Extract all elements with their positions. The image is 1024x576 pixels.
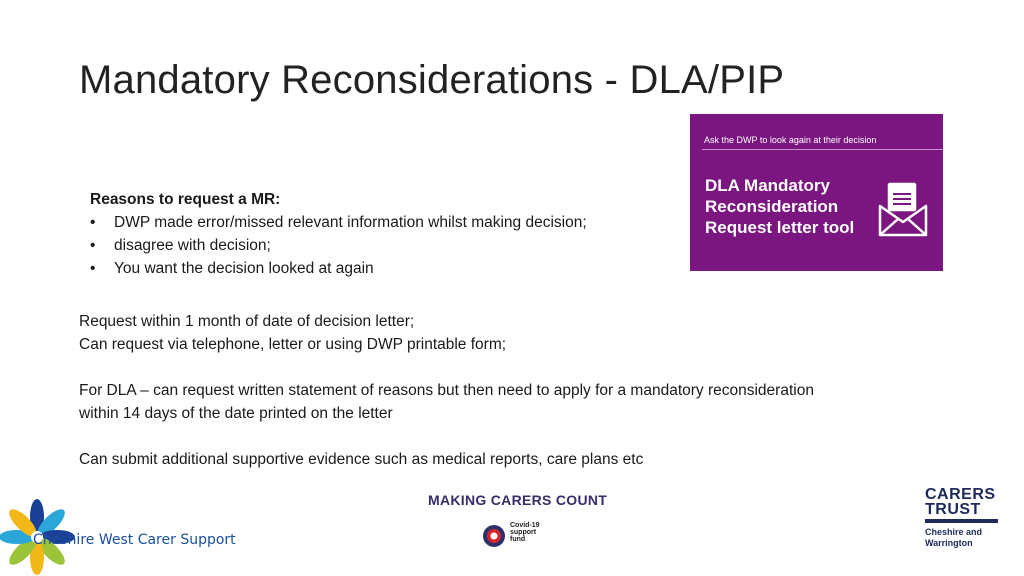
making-carers-count-logo: MAKING CARERS COUNT — [428, 492, 608, 508]
body-text — [79, 310, 959, 471]
ct-line: TRUST — [925, 501, 981, 518]
covid-support-fund-logo — [482, 522, 542, 556]
body-line: Request within 1 month of date of decision letter; — [79, 313, 415, 330]
cwcs-name: Cheshire West Carer Support — [33, 532, 236, 548]
bullet: • — [90, 214, 96, 231]
promo-headline — [705, 175, 875, 238]
list-item — [90, 234, 587, 257]
reason-text: disagree with decision; — [114, 237, 271, 254]
body-line: For DLA – can request written statement of reasons but then need to apply for a mandatory reconsideration — [79, 382, 814, 399]
cheshire-west-carer-support-logo — [0, 496, 260, 576]
promo-headline-line: Request letter tool — [705, 218, 855, 237]
bullet: • — [90, 260, 96, 277]
slide-title: Mandatory Reconsiderations - DLA/PIP — [79, 58, 785, 102]
reasons-heading: Reasons to request a MR: — [90, 191, 281, 208]
covid-line: Covid-19 — [510, 522, 540, 529]
bullet: • — [90, 237, 96, 254]
ct-sub: Warrington — [925, 538, 973, 548]
list-item — [90, 257, 587, 280]
body-line: within 14 days of the date printed on the letter — [79, 405, 393, 422]
reasons-list — [90, 211, 587, 280]
covid-fund-text — [510, 522, 540, 543]
reason-text: DWP made error/missed relevant information whilst making decision; — [114, 214, 587, 231]
reason-text: You want the decision looked at again — [114, 260, 374, 277]
promo-tagline: Ask the DWP to look again at their decision — [704, 135, 877, 145]
covid-line: fund — [510, 536, 526, 543]
promo-headline-line: DLA Mandatory — [705, 176, 830, 195]
body-line: Can request via telephone, letter or using DWP printable form; — [79, 336, 507, 353]
promo-headline-line: Reconsideration — [705, 197, 839, 216]
rosette-icon — [482, 524, 506, 548]
letter-envelope-icon — [878, 180, 928, 238]
reasons-block — [90, 188, 587, 280]
mr-letter-tool-banner[interactable] — [690, 114, 943, 271]
carers-trust-logo — [925, 487, 998, 549]
ct-sub: Cheshire and — [925, 527, 983, 537]
ct-line: CARERS — [925, 486, 996, 503]
list-item — [90, 211, 587, 234]
covid-line: support — [510, 529, 537, 536]
ct-divider — [925, 519, 998, 523]
promo-divider — [702, 149, 943, 150]
body-line: Can submit additional supportive evidence such as medical reports, care plans etc — [79, 451, 644, 468]
